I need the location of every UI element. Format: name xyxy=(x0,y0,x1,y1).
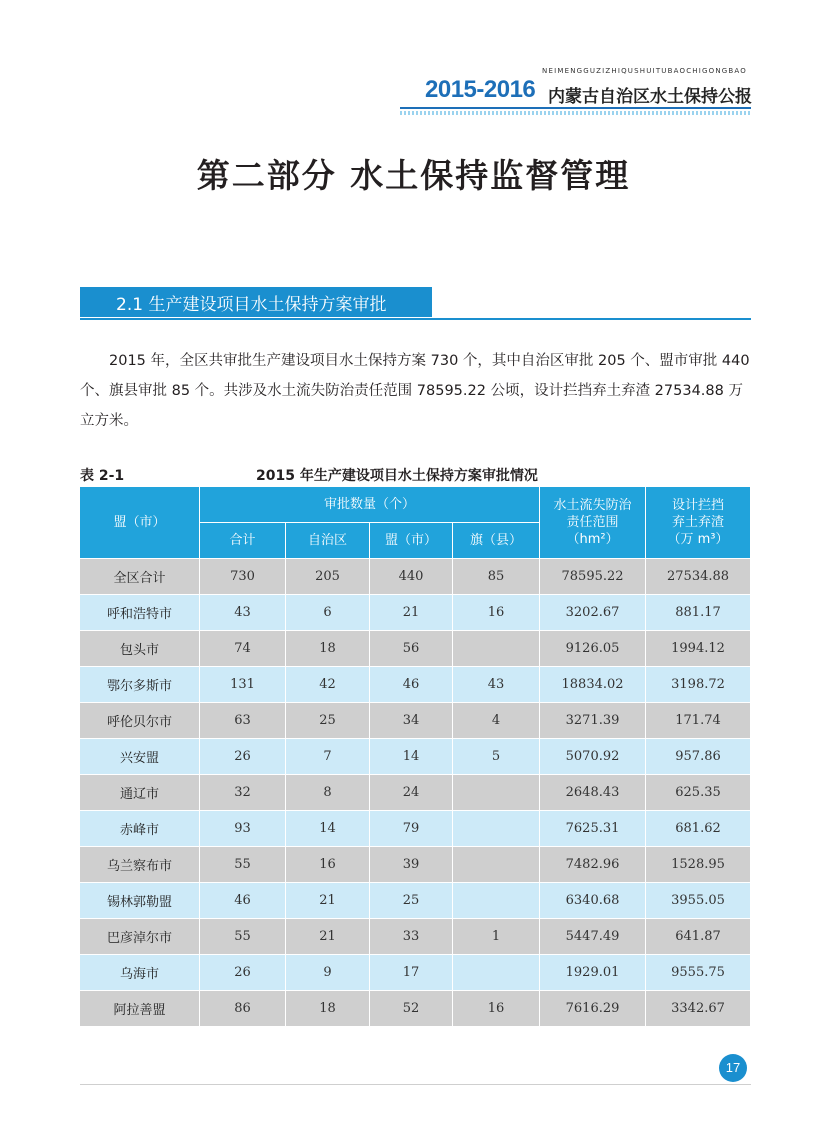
cell-area: 7625.31 xyxy=(540,811,646,847)
cell-total: 26 xyxy=(200,955,286,991)
col-header-autonomous: 自治区 xyxy=(286,523,370,559)
cell-league: 56 xyxy=(370,631,453,667)
table-row xyxy=(80,811,751,847)
cell-league: 52 xyxy=(370,991,453,1027)
col-header-total: 合计 xyxy=(200,523,286,559)
cell-autonomous: 25 xyxy=(286,703,370,739)
table-row xyxy=(80,919,751,955)
part-title: 第二部分 水土保持监督管理 xyxy=(196,156,631,195)
cell-region: 乌海市 xyxy=(80,955,200,991)
cell-region: 阿拉善盟 xyxy=(80,991,200,1027)
col-header-spoil-line2: 弃土弃渣 xyxy=(672,515,725,530)
cell-area: 5447.49 xyxy=(540,919,646,955)
table-row xyxy=(80,991,751,1027)
cell-total: 43 xyxy=(200,595,286,631)
cell-total: 55 xyxy=(200,919,286,955)
cell-total: 26 xyxy=(200,739,286,775)
cell-banner xyxy=(453,631,540,667)
cell-area: 18834.02 xyxy=(540,667,646,703)
table-row xyxy=(80,703,751,739)
cell-autonomous: 21 xyxy=(286,883,370,919)
cell-autonomous: 8 xyxy=(286,775,370,811)
cell-league: 39 xyxy=(370,847,453,883)
cell-region: 锡林郭勒盟 xyxy=(80,883,200,919)
cell-spoil: 3955.05 xyxy=(646,883,751,919)
cell-autonomous: 9 xyxy=(286,955,370,991)
cell-autonomous: 7 xyxy=(286,739,370,775)
cell-banner xyxy=(453,775,540,811)
col-header-area-unit: （hm²） xyxy=(566,532,619,547)
header-title: 内蒙古自治区水土保持公报 xyxy=(548,87,752,107)
cell-region: 巴彦淖尔市 xyxy=(80,919,200,955)
body-paragraph: 2015 年，全区共审批生产建设项目水土保持方案 730 个，其中自治区审批 205 个、盟市审批 440 个、旗县审批 85 个。共涉及水土流失防治责任范围 78595.22 公顷，设计拦挡弃土弃渣 27534.88 万立方米。 xyxy=(80,353,750,429)
cell-region: 包头市 xyxy=(80,631,200,667)
cell-banner: 5 xyxy=(453,739,540,775)
cell-banner: 16 xyxy=(453,595,540,631)
table-row xyxy=(80,955,751,991)
table-row xyxy=(80,559,751,595)
section-rule xyxy=(80,318,751,320)
cell-league: 46 xyxy=(370,667,453,703)
cell-league: 17 xyxy=(370,955,453,991)
header-rule xyxy=(400,107,751,109)
table-row xyxy=(80,667,751,703)
col-header-area xyxy=(540,487,646,559)
cell-total: 93 xyxy=(200,811,286,847)
cell-area: 78595.22 xyxy=(540,559,646,595)
cell-area: 9126.05 xyxy=(540,631,646,667)
cell-spoil: 3342.67 xyxy=(646,991,751,1027)
cell-region: 通辽市 xyxy=(80,775,200,811)
cell-autonomous: 6 xyxy=(286,595,370,631)
cell-league: 25 xyxy=(370,883,453,919)
cell-spoil: 881.17 xyxy=(646,595,751,631)
cell-league: 440 xyxy=(370,559,453,595)
cell-area: 2648.43 xyxy=(540,775,646,811)
footer-rule xyxy=(80,1084,751,1085)
col-header-spoil-unit: （万 m³） xyxy=(667,532,729,547)
cell-autonomous: 18 xyxy=(286,991,370,1027)
page-number-badge: 17 xyxy=(719,1054,747,1082)
table-label: 表 2-1 xyxy=(80,468,125,484)
table-row xyxy=(80,631,751,667)
cell-banner: 1 xyxy=(453,919,540,955)
col-header-area-line2: 责任范围 xyxy=(566,515,619,530)
col-header-league: 盟（市） xyxy=(370,523,453,559)
cell-region: 兴安盟 xyxy=(80,739,200,775)
cell-spoil: 9555.75 xyxy=(646,955,751,991)
cell-total: 32 xyxy=(200,775,286,811)
table-row xyxy=(80,775,751,811)
cell-region: 赤峰市 xyxy=(80,811,200,847)
cell-total: 46 xyxy=(200,883,286,919)
cell-banner xyxy=(453,955,540,991)
cell-area: 1929.01 xyxy=(540,955,646,991)
cell-area: 7616.29 xyxy=(540,991,646,1027)
table-row xyxy=(80,739,751,775)
cell-area: 7482.96 xyxy=(540,847,646,883)
col-header-spoil-line1: 设计拦挡 xyxy=(672,498,725,513)
cell-autonomous: 205 xyxy=(286,559,370,595)
cell-league: 79 xyxy=(370,811,453,847)
cell-total: 63 xyxy=(200,703,286,739)
cell-league: 33 xyxy=(370,919,453,955)
approval-table xyxy=(79,486,751,1027)
cell-region: 乌兰察布市 xyxy=(80,847,200,883)
cell-autonomous: 42 xyxy=(286,667,370,703)
cell-spoil: 3198.72 xyxy=(646,667,751,703)
table-row xyxy=(80,847,751,883)
cell-total: 131 xyxy=(200,667,286,703)
cell-region: 呼伦贝尔市 xyxy=(80,703,200,739)
cell-league: 14 xyxy=(370,739,453,775)
cell-total: 86 xyxy=(200,991,286,1027)
cell-total: 55 xyxy=(200,847,286,883)
cell-spoil: 1528.95 xyxy=(646,847,751,883)
col-header-region: 盟（市） xyxy=(80,487,200,559)
section-title: 2.1 生产建设项目水土保持方案审批 xyxy=(116,295,387,315)
col-header-banner: 旗（县） xyxy=(453,523,540,559)
cell-league: 24 xyxy=(370,775,453,811)
cell-league: 21 xyxy=(370,595,453,631)
cell-autonomous: 18 xyxy=(286,631,370,667)
cell-spoil: 625.35 xyxy=(646,775,751,811)
table-row xyxy=(80,883,751,919)
cell-autonomous: 14 xyxy=(286,811,370,847)
cell-region: 鄂尔多斯市 xyxy=(80,667,200,703)
table-row xyxy=(80,595,751,631)
cell-spoil: 1994.12 xyxy=(646,631,751,667)
col-header-spoil xyxy=(646,487,751,559)
header-pinyin: NEIMENGGUZIZHIQUSHUITUBAOCHIGONGBAO xyxy=(542,67,747,75)
cell-spoil: 171.74 xyxy=(646,703,751,739)
cell-league: 34 xyxy=(370,703,453,739)
cell-banner: 4 xyxy=(453,703,540,739)
cell-banner: 85 xyxy=(453,559,540,595)
cell-area: 3271.39 xyxy=(540,703,646,739)
col-header-area-line1: 水土流失防治 xyxy=(553,498,632,513)
cell-banner: 43 xyxy=(453,667,540,703)
cell-banner xyxy=(453,883,540,919)
cell-autonomous: 16 xyxy=(286,847,370,883)
cell-area: 5070.92 xyxy=(540,739,646,775)
cell-region: 呼和浩特市 xyxy=(80,595,200,631)
header-stripes xyxy=(400,111,751,115)
col-header-approvals: 审批数量（个） xyxy=(200,487,540,523)
cell-spoil: 27534.88 xyxy=(646,559,751,595)
cell-banner: 16 xyxy=(453,991,540,1027)
header-years: 2015-2016 xyxy=(425,76,536,103)
cell-area: 6340.68 xyxy=(540,883,646,919)
cell-total: 74 xyxy=(200,631,286,667)
cell-banner xyxy=(453,811,540,847)
cell-area: 3202.67 xyxy=(540,595,646,631)
table-title: 2015 年生产建设项目水土保持方案审批情况 xyxy=(256,468,538,484)
cell-spoil: 641.87 xyxy=(646,919,751,955)
cell-total: 730 xyxy=(200,559,286,595)
cell-autonomous: 21 xyxy=(286,919,370,955)
cell-spoil: 681.62 xyxy=(646,811,751,847)
cell-banner xyxy=(453,847,540,883)
cell-spoil: 957.86 xyxy=(646,739,751,775)
cell-region: 全区合计 xyxy=(80,559,200,595)
